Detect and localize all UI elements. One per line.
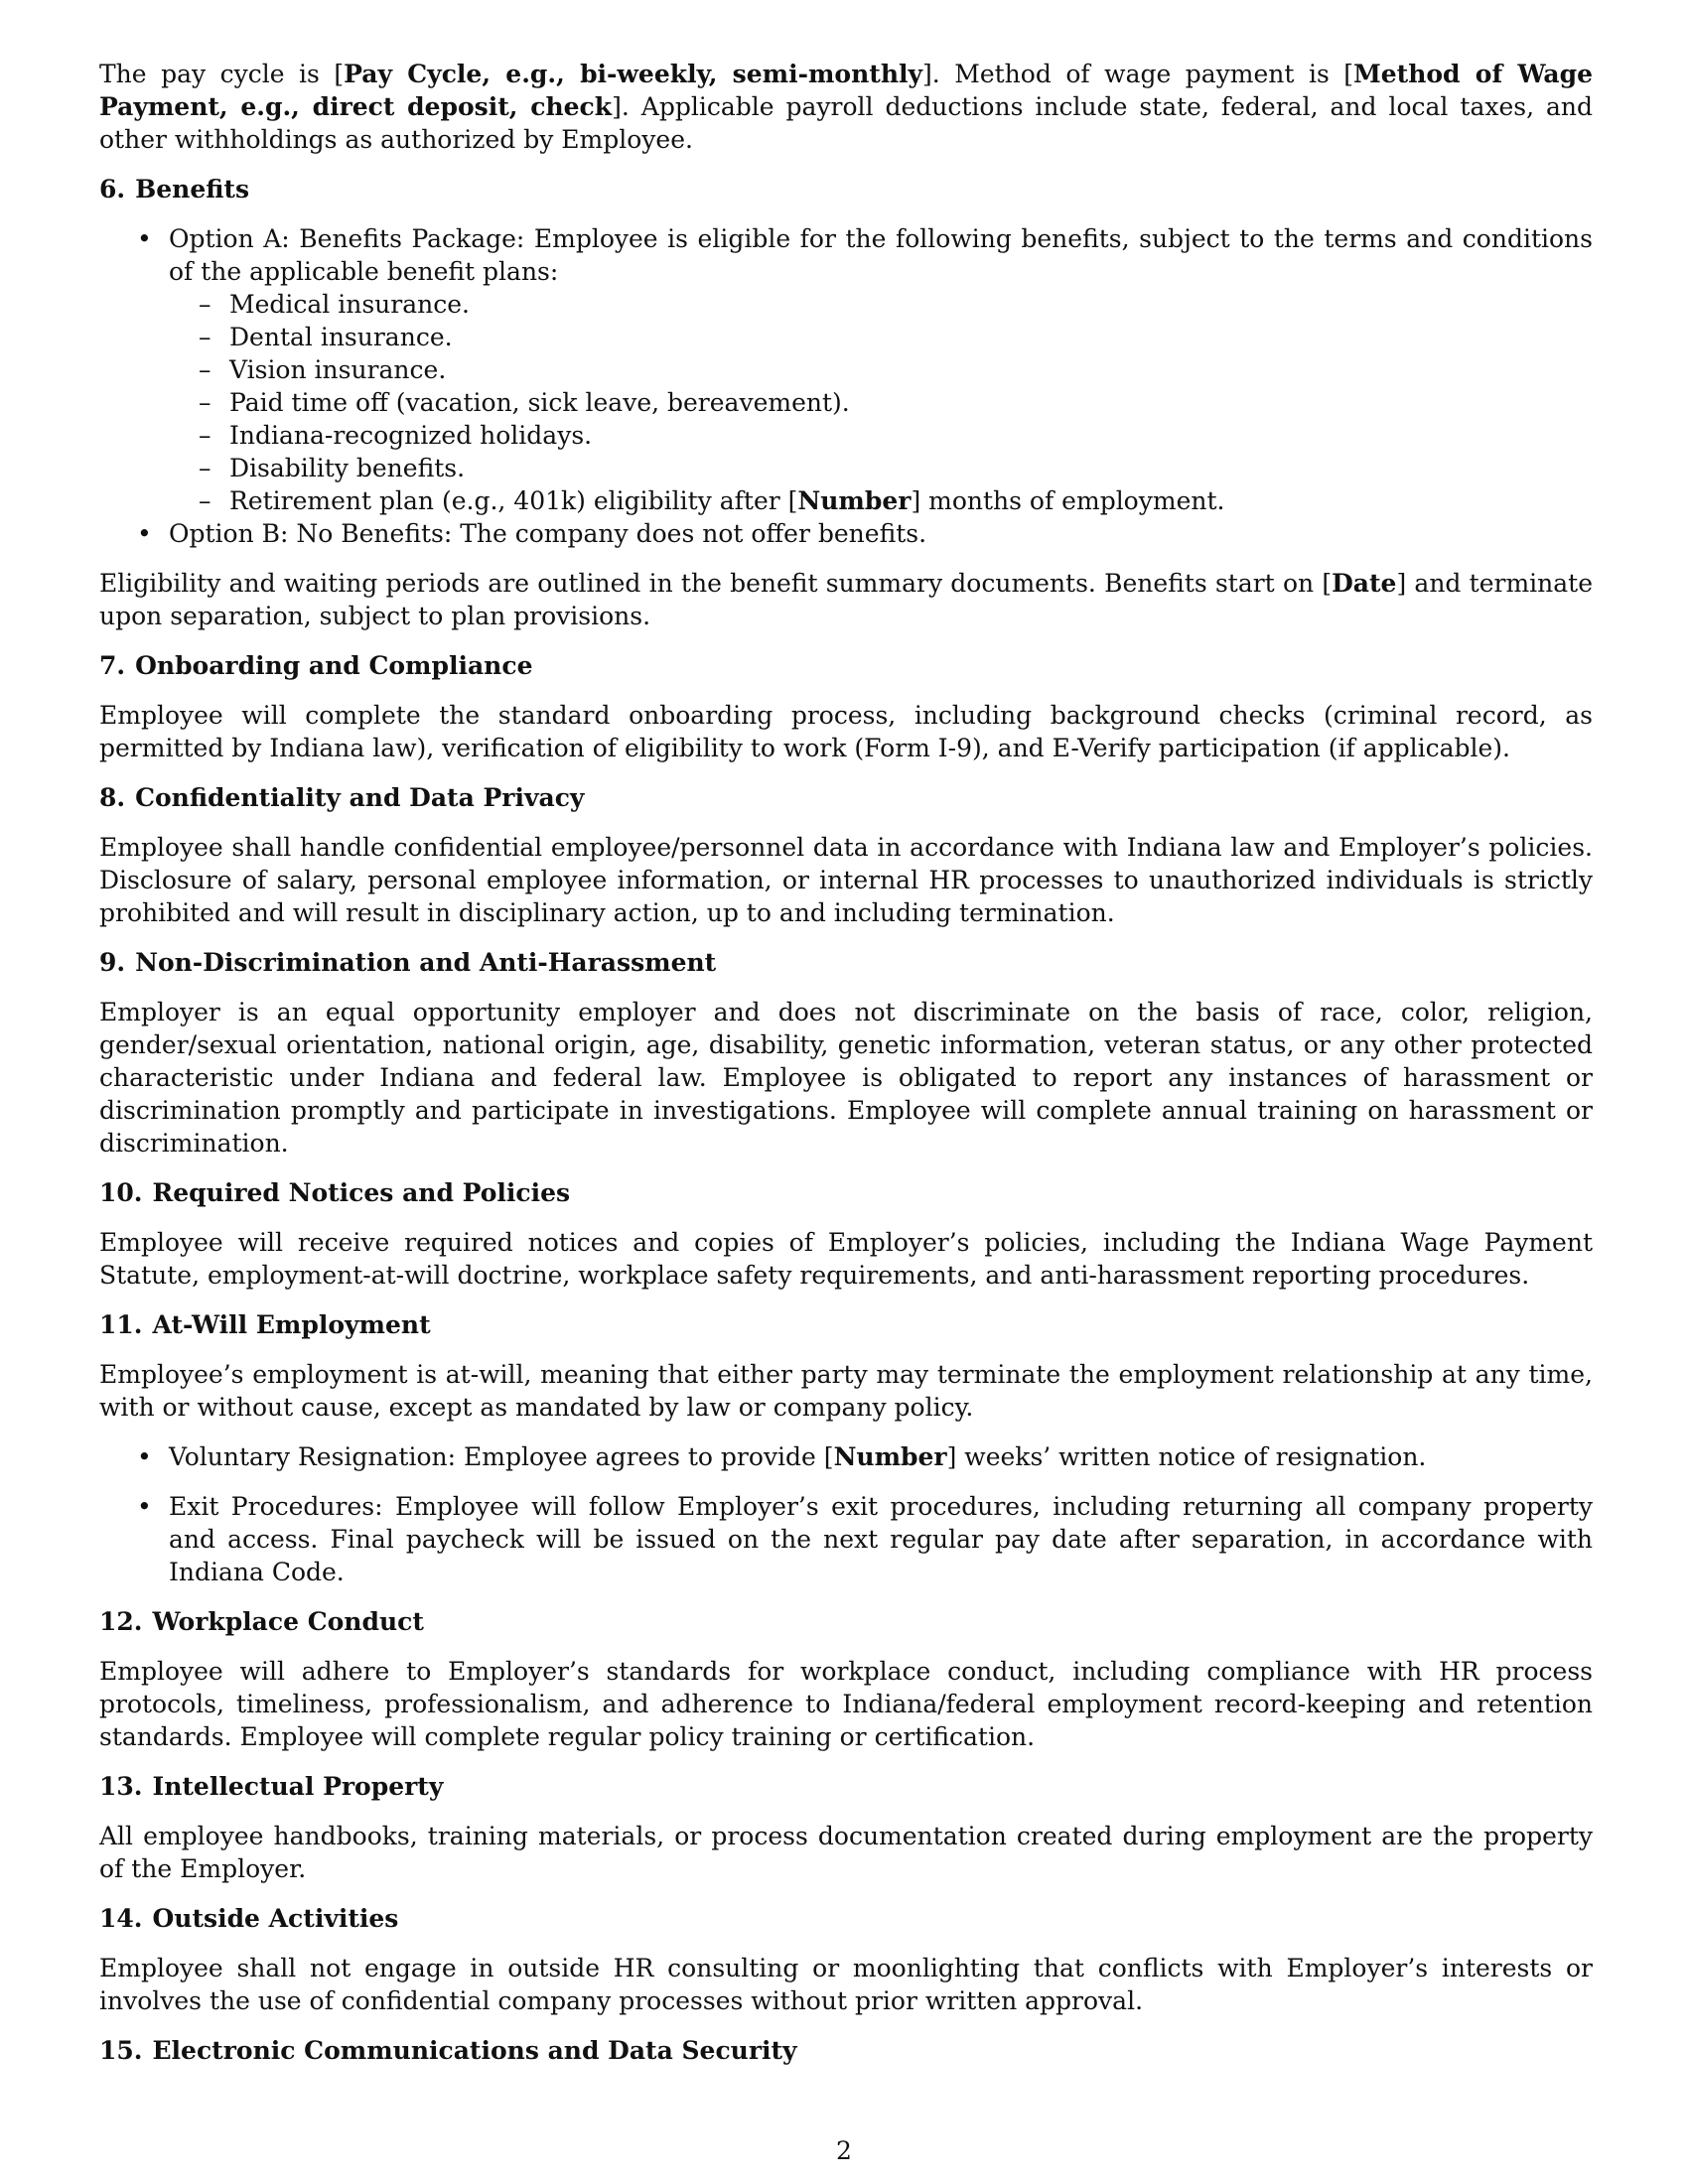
section-title: Required Notices and Policies <box>152 1178 571 1207</box>
section-number: 9. <box>99 948 126 977</box>
text-span: Eligibility and waiting periods are outlined in the benefit summary documents. Benefits start on [ <box>99 569 1333 598</box>
section-14-text: Employee shall not engage in outside HR consulting or moonlighting that conflicts with Employer’s interests or involves the use of confidential company processes without prior written approval. <box>99 1954 1593 2015</box>
section-15-heading <box>99 2034 1593 2067</box>
text-span: The pay cycle is [ <box>99 60 345 88</box>
list-item: – Dental insurance. <box>199 321 1593 353</box>
section-11-text: Employee’s employment is at-will, meaning that either party may terminate the employment relationship at any time, with or without cause, except as mandated by law or company policy. <box>99 1360 1593 1422</box>
section-14-heading <box>99 1902 1593 1935</box>
benefits-options-list <box>99 222 1593 550</box>
option-a-text: Option A: Benefits Package: Employee is eligible for the following benefits, subject to the terms and conditions of the applicable benefit plans: <box>169 224 1593 286</box>
section-10-text: Employee will receive required notices and copies of Employer’s policies, including the Indiana Wage Payment Statute, employment-at-will doctrine, workplace safety requirements, and anti-harassment reporting procedures. <box>99 1228 1593 1290</box>
placeholder-wage-method: Method of Wage Payment, e.g., direct deposit, check <box>99 60 1593 121</box>
section-number: 13. <box>99 1772 143 1801</box>
text-span: ]. Applicable payroll deductions include state, federal, and local taxes, and other withholdings as authorized by Employee. <box>99 92 1593 154</box>
text-span: ]. Method of wage payment is [ <box>922 60 1354 88</box>
section-13-text: All employee handbooks, training materials, or process documentation created during employment are the property of the Employer. <box>99 1822 1593 1883</box>
section-title: Onboarding and Compliance <box>135 651 533 680</box>
voluntary-resignation-item <box>99 1440 1593 1473</box>
benefits-option-a <box>99 222 1593 517</box>
benefits-items-list <box>169 288 1593 517</box>
section-number: 14. <box>99 1904 143 1933</box>
page-number: 2 <box>836 2136 852 2165</box>
placeholder-number: Number <box>833 1442 947 1471</box>
list-item: – Vision insurance. <box>199 353 1593 386</box>
section-title: Confidentiality and Data Privacy <box>135 783 585 812</box>
benefits-option-b: • Option B: No Benefits: The company does not offer benefits. <box>99 517 1593 550</box>
section-title: Electronic Communications and Data Security <box>152 2036 797 2065</box>
pay-cycle-paragraph <box>99 58 1593 156</box>
section-8-heading <box>99 781 1593 814</box>
section-number: 7. <box>99 651 126 680</box>
section-title: Benefits <box>135 175 250 204</box>
list-item: – Indiana-recognized holidays. <box>199 419 1593 452</box>
placeholder-pay-cycle: Pay Cycle, e.g., bi-weekly, semi-monthly <box>344 60 923 88</box>
section-number: 15. <box>99 2036 143 2065</box>
section-9-heading <box>99 946 1593 979</box>
section-number: 8. <box>99 783 126 812</box>
section-title: Non-Discrimination and Anti-Harassment <box>135 948 717 977</box>
section-title: At-Will Employment <box>152 1310 431 1339</box>
section-11-heading <box>99 1308 1593 1341</box>
section-number: 6. <box>99 175 126 204</box>
section-9-text: Employer is an equal opportunity employer and does not discriminate on the basis of race, color, religion, gender/sexual orientation, national origin, age, disability, genetic information, veteran status, or any other protected characteristic under Indiana and federal law. Employee is obligated to report any instances of harassment or discrimination promptly and participate in investigations. Employee will complete annual training on harassment or discrimination. <box>99 998 1593 1158</box>
list-item-retirement <box>199 484 1593 517</box>
section-number: 11. <box>99 1310 143 1339</box>
section-6-heading <box>99 173 1593 205</box>
document-page <box>99 58 1593 2084</box>
section-number: 12. <box>99 1607 143 1636</box>
text-span: Retirement plan (e.g., 401k) eligibility after [ <box>229 486 798 515</box>
section-12-heading <box>99 1605 1593 1638</box>
text-span: ] months of employment. <box>911 486 1225 515</box>
section-7-text: Employee will complete the standard onboarding process, including background checks (criminal record, as permitted by Indiana law), verification of eligibility to work (Form I-9), and E-Verify participation (if applicable). <box>99 701 1593 762</box>
section-7-heading <box>99 649 1593 682</box>
list-item: – Disability benefits. <box>199 452 1593 484</box>
exit-procedures-item: • Exit Procedures: Employee will follow Employer’s exit procedures, including returning all company property and access. Final paycheck will be issued on the next regular pay date after separation, in accordance with Indiana Code. <box>99 1490 1593 1588</box>
section-title: Outside Activities <box>152 1904 399 1933</box>
section-10-heading <box>99 1176 1593 1209</box>
section-number: 10. <box>99 1178 143 1207</box>
placeholder-date: Date <box>1332 569 1397 598</box>
section-title: Intellectual Property <box>152 1772 444 1801</box>
at-will-list <box>99 1440 1593 1588</box>
list-item: – Medical insurance. <box>199 288 1593 321</box>
section-title: Workplace Conduct <box>152 1607 424 1636</box>
section-8-text: Employee shall handle confidential employee/personnel data in accordance with Indiana law and Employer’s policies. Disclosure of salary, personal employee information, or internal HR processes to unauthorized individuals is strictly prohibited and will result in disciplinary action, up to and including termination. <box>99 833 1593 927</box>
section-12-text: Employee will adhere to Employer’s standards for workplace conduct, including compliance with HR process protocols, timeliness, professionalism, and adherence to Indiana/federal employment record-keeping and retention standards. Employee will complete regular policy training or certification. <box>99 1657 1593 1751</box>
text-span: Voluntary Resignation: Employee agrees to provide [ <box>169 1442 834 1471</box>
section-13-heading <box>99 1770 1593 1803</box>
benefits-eligibility-paragraph <box>99 567 1593 632</box>
list-item: – Paid time off (vacation, sick leave, bereavement). <box>199 386 1593 419</box>
placeholder-number: Number <box>797 486 912 515</box>
text-span: ] weeks’ written notice of resignation. <box>946 1442 1427 1471</box>
text-span: ] and terminate upon separation, subject to plan provisions. <box>99 569 1593 630</box>
